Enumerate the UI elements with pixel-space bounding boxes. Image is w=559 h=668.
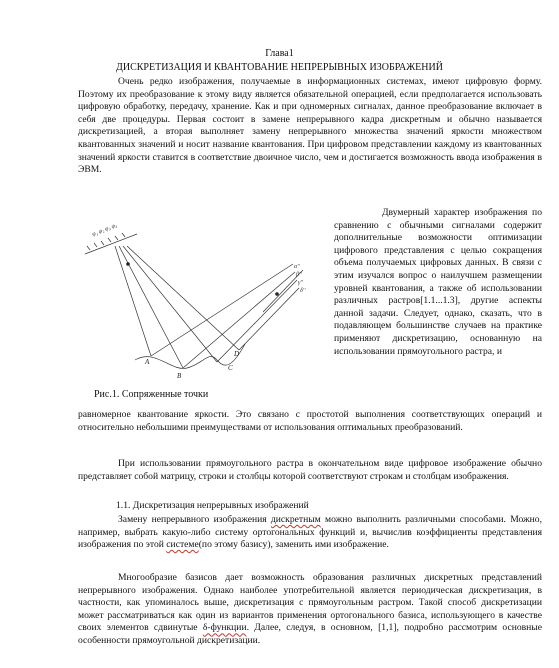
- spellcheck-word: дискретным: [270, 514, 321, 525]
- paragraph-bases: [78, 572, 542, 648]
- para5-text-2: . Далее, следуя, в основном, [1,1], подробно рассмотрим основные особенности прямоугольной дискретизации.: [78, 622, 542, 646]
- para5-text-1: Многообразие базисов дает возможность образования различных дискретных представлений непрерывного изображения. Однако наиболее употребительной является периодическая дискретизация, в частности, как упоминалось выше, дискретизация с прямоугольным растром. Такой способ дискретизации может рассматриваться как один из вариантов применения ортогонального базиса, использующего в качестве своих элементов сдвинутые: [78, 572, 542, 634]
- point-label-c: C: [228, 364, 233, 372]
- right-angle-label-2: β'': [296, 272, 302, 278]
- para4-text-3: (по этому базису), заменить ими изображение.: [198, 539, 389, 551]
- paragraph-intro: Очень редко изображения, получаемые в информационных системах, имеют цифровую форму. Поэтому их преобразование к этому виду является обязательной операцией, если предполагается использовать цифровую обработку, передачу, хранение. Как и при одномерных сигналах, данное преобразование включает в себя две процедуры. Первая состоит в замене непрерывного кадра дискретным и обычно называется дискретизацией, а вторая выполняет замену непрерывного множества значений яркости множеством квантованных значений и носит название квантования. При цифровом представлении каждому из квантованных значений яркости ставится в соответствие двоичное число, чем и достигается возможность ввода изображения в ЭВМ.: [78, 76, 542, 176]
- paragraph-replacement: [78, 514, 542, 552]
- left-angle-labels: φ₁ φ₂ φ₃ φ₄: [91, 222, 118, 238]
- figure-conjugate-points: [75, 222, 325, 397]
- point-label-d: D: [234, 350, 240, 358]
- right-angle-label-4: δ'': [300, 288, 306, 294]
- section-heading: 1.1. Дискретизация непрерывных изображений: [116, 500, 309, 511]
- chapter-label: Глава1: [265, 48, 294, 59]
- paragraph-side: Двумерный характер изображения по сравнению с обычными сигналами содержит дополнительные возможности оптимизации цифрового представления с целью сокращения объема получаемых цифровых данных. В связи с этим изучался вопрос о наилучшем размещении уровней квантования, а также об использовании различных растров[1.1...1.3], другие аспекты данной задачи. Следует, однако, сказать, что в подавляющем большинстве случаев на практике применяют дискретизацию, основанную на использовании прямоугольного растра, и: [334, 207, 542, 357]
- left-projection-point: [126, 262, 130, 266]
- para4-text-2: можно выполнить различными способами. Можно, например, выбрать какую-либо систему ортогональных функций и, вычислив коэффициенты представления изображения по этой: [78, 514, 543, 551]
- paragraph-raster: При использовании прямоугольного растра в окончательном виде цифровое изображение обычно представляет собой матрицу, строки и столбцы которой соответствуют строкам и столбцам изображения.: [78, 458, 542, 482]
- right-projection-point: [275, 292, 279, 296]
- point-label-b: B: [177, 372, 182, 380]
- chapter-title: ДИСКРЕТИЗАЦИЯ И КВАНТОВАНИЕ НЕПРЕРЫВНЫХ ИЗОБРАЖЕНИЙ: [116, 62, 443, 73]
- spellcheck-word: δ-функции: [202, 622, 247, 634]
- para4-text-1: Замену непрерывного изображения: [118, 514, 271, 525]
- paragraph-side-continuation: равномерное квантование яркости. Это связано с простотой выполнения соответствующих операций и относительно небольшими преимуществами от использования оптимальных преобразований.: [78, 409, 542, 433]
- right-angle-label-1: α'': [294, 264, 300, 270]
- figure-caption: Рис.1. Сопряженные точки: [94, 389, 209, 400]
- point-label-a: A: [145, 358, 150, 366]
- right-angle-label-3: γ'': [298, 280, 303, 286]
- spellcheck-word: системе: [166, 539, 199, 551]
